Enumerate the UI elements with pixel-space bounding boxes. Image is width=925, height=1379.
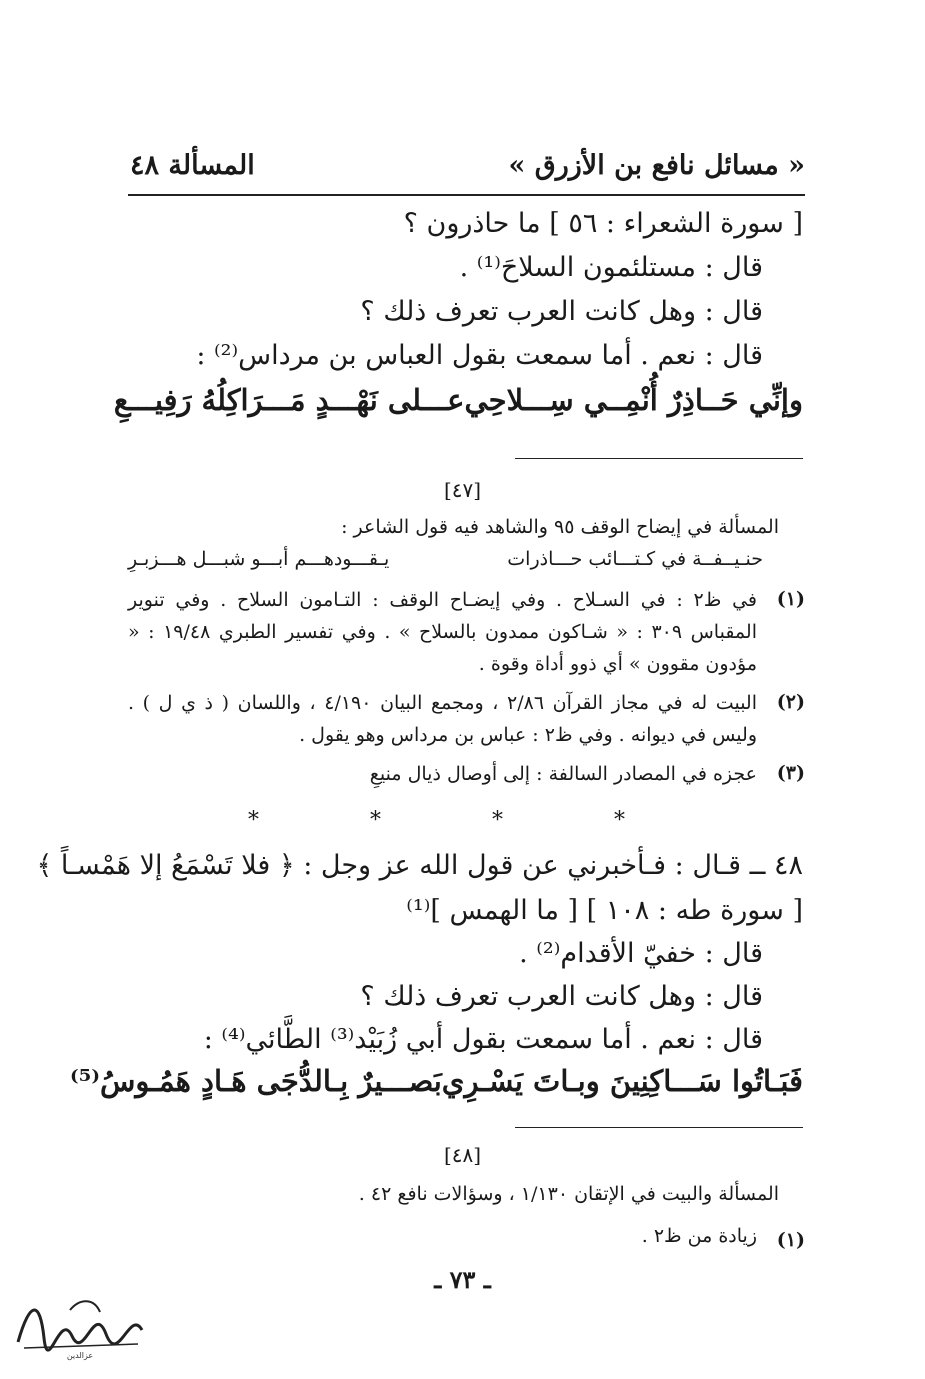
q48-line-4: قال : وهل كانت العرب تعرف ذلك ؟: [360, 981, 763, 1012]
running-header-title: « مسائل نافع بن الأزرق »: [508, 150, 805, 181]
footnote-48-1-number: (١): [776, 1229, 805, 1251]
calligraphy-stamp-logo: [10, 1290, 150, 1362]
section-separator-stars: * * * *: [248, 808, 677, 833]
page-number: ـ ٧٣ ـ: [434, 1265, 491, 1294]
footnote-47-2-number: (٢): [776, 691, 805, 713]
q48-verse: [70, 1064, 803, 1098]
footnote-47-3-text: عجزه في المصادر السالفة : إلى أوصال ذيال منيعِ: [369, 763, 757, 785]
footnote-47-2-text: البيت له في مجاز القرآن ٢/٨٦ ، ومجمع البيان ٤/١٩٠ ، واللسان ( ذ ي ل ) . وليس في ديوانه . وفي ظ٢ : عباس بن مرداس وهو يقول .: [128, 692, 757, 746]
notes-48-intro: المسألة والبيت في الإتقان ١/١٣٠ ، وسؤالات نافع ٤٢ .: [358, 1183, 779, 1205]
q47-line-3: قال : وهل كانت العرب تعرف ذلك ؟: [360, 296, 763, 327]
q47-verse: [113, 383, 803, 417]
notes-47-label: [٤٧]: [443, 478, 482, 502]
footnote-47-1-number: (١): [776, 588, 805, 610]
footnote-47-3-number: (٣): [776, 762, 805, 784]
stamp-subtext: عزالدين: [66, 1351, 94, 1360]
header-rule: [128, 194, 805, 196]
q47-line-2: قال : مستلئمون السلاحَ⁽¹⁾ .: [459, 252, 763, 283]
notes-47-verse-second: يـقـــودهـــم أبـــو شبـــل هـــزبـرِ: [128, 548, 390, 570]
notes-47-intro: المسألة في إيضاح الوقف ٩٥ والشاهد فيه قول الشاعر :: [341, 516, 779, 538]
q48-line-3: قال : خفيّ الأقدام⁽²⁾ .: [519, 938, 763, 969]
notes-47-verse-first: حنـيــفــة في كـتـــائب حـــاذرات: [507, 548, 763, 570]
footnote-48-1-text: زيادة من ظ٢ .: [641, 1225, 757, 1247]
footnote-rule-48: [515, 1127, 803, 1128]
q48-line-5: قال : نعم . أما سمعت بقول أبي زُبَيْد⁽³⁾ الطَّائي⁽⁴⁾ :: [203, 1024, 763, 1055]
q47-verse-second-hemistich: عـــلى نَهْـــدٍ مَـــرَاكِلُهُ رَفِيـــعِ: [113, 383, 465, 417]
q47-verse-first-hemistich: وإنِّي حَــاذِرٌ أُنْمِــي سِـــلاحِي: [464, 383, 803, 417]
q48-line-1: ٤٨ ــ قـال : فـأخبرني عن قول الله عز وجل : ﴿ فلا تَسْمَعُ إلا هَمْسـاً ﴾: [36, 850, 803, 881]
footnote-47-1-text: في ظ٢ : في السـلاح . وفي إيضـاح الوقف : التـامون السلاح . وفي تنوير المقباس ٣٠٩ : « شـاكون ممدون بالسلاح » . وفي تفسير الطبري ١٩/٤٨ : « مؤدون مقوون » أي ذوو أداة وقوة .: [128, 589, 757, 675]
q48-verse-second-hemistich: بَصـــيرٌ بِـالدُّجَى هَـادٍ هَمُـوسُ⁽⁵⁾: [70, 1064, 442, 1098]
q48-verse-first-hemistich: فَبَـاتُوا سَـــاكِنِينَ وبـاتَ يَسْـرِي: [441, 1064, 803, 1098]
footnote-rule-47: [515, 458, 803, 459]
q47-line-1: [ سورة الشعراء : ٥٦ ] ما حاذرون ؟: [403, 208, 803, 239]
q47-line-4: قال : نعم . أما سمعت بقول العباس بن مرداس⁽²⁾ :: [196, 340, 763, 371]
notes-48-label: [٤٨]: [443, 1143, 482, 1167]
notes-47-verse: [128, 548, 763, 570]
running-header-section: المسألة ٤٨: [130, 150, 255, 181]
q48-line-2: [ سورة طه : ١٠٨ ] [ ما الهمس ]⁽¹⁾: [406, 895, 803, 926]
